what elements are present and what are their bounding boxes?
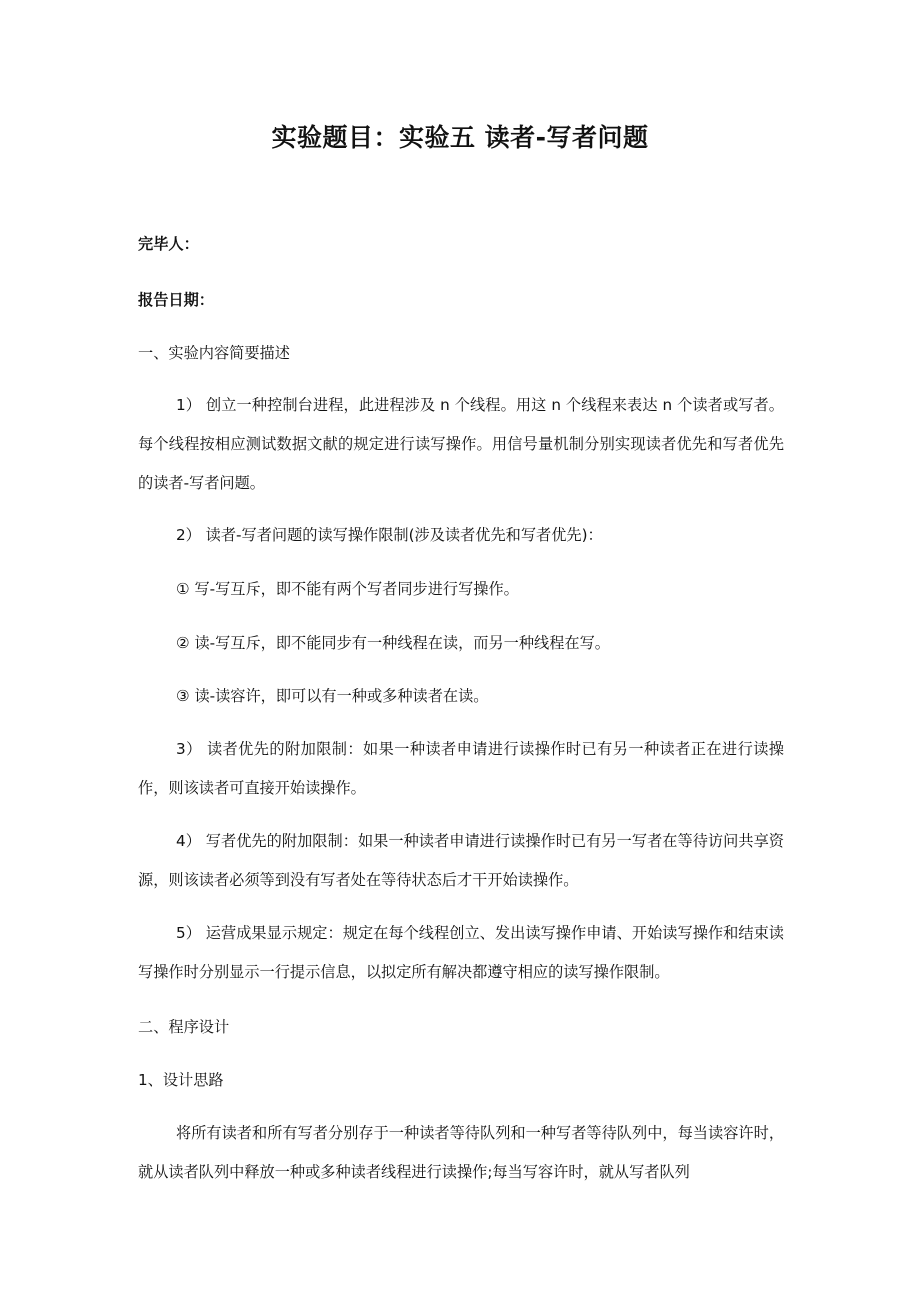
document-title: 实验题目：实验五 读者-写者问题 [271,123,649,152]
section1-rule3: ③ 读-读容许，即可以有一种或多种读者在读。 [176,687,489,705]
section1-item5 [138,914,784,992]
section1-rule1: ① 写-写互斥，即不能有两个写者同步进行写操作。 [176,580,519,598]
section2-sub1-text [138,1114,784,1192]
section1-heading: 一、实验内容简要描述 [138,344,290,362]
section1-item2: 2） 读者-写者问题的读写操作限制(涉及读者优先和写者优先)： [176,526,603,544]
section1-item3-text: 3） 读者优先的附加限制：如果一种读者申请进行读操作时已有另一种读者正在进行读操作，则该读者可直接开始读操作。 [138,740,784,797]
section1-item1 [138,386,784,503]
section1-rule2: ② 读-写互斥，即不能同步有一种线程在读，而另一种线程在写。 [176,634,610,652]
section2-sub1-text-body: 将所有读者和所有写者分别存于一种读者等待队列和一种写者等待队列中，每当读容许时，就从读者队列中释放一种或多种读者线程进行读操作;每当写容许时，就从写者队列 [138,1124,784,1181]
report-date-label: 报告日期： [138,291,214,309]
section1-item4-text: 4） 写者优先的附加限制：如果一种读者申请进行读操作时已有另一写者在等待访问共享资源，则该读者必须等到没有写者处在等待状态后才干开始读操作。 [138,832,784,889]
section1-item4 [138,822,784,900]
completer-label: 完毕人： [138,235,199,253]
section1-item3 [138,730,784,808]
section2-sub1-heading: 1、设计思路 [138,1071,224,1089]
section1-item5-text: 5） 运营成果显示规定：规定在每个线程创立、发出读写操作申请、开始读写操作和结束读写操作时分别显示一行提示信息，以拟定所有解决都遵守相应的读写操作限制。 [138,924,784,981]
section1-item1-text: 1） 创立一种控制台进程，此进程涉及 n 个线程。用这 n 个线程来表达 n 个读者或写者。每个线程按相应测试数据文献的规定进行读写操作。用信号量机制分别实现读者优先和写者优先的读者-写者问题。 [138,396,784,492]
section2-heading: 二、程序设计 [138,1018,230,1036]
